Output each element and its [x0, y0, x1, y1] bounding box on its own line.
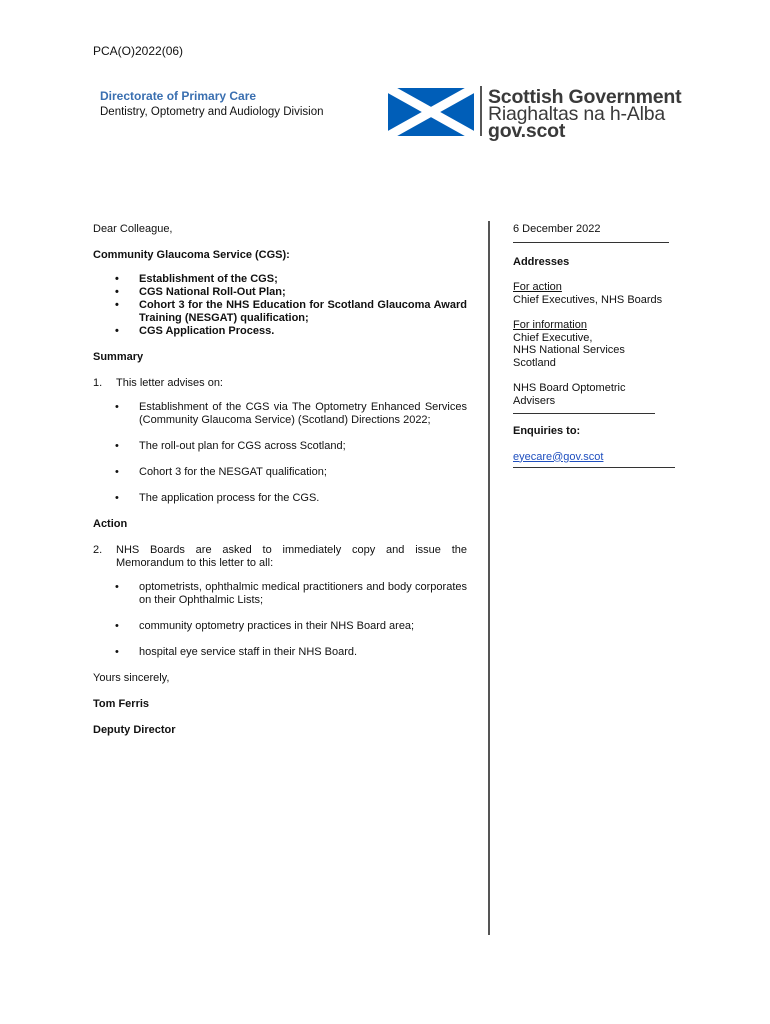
- paragraph-2-list: [93, 581, 467, 659]
- paragraph-1: [93, 377, 467, 390]
- divider-rule: [513, 413, 655, 414]
- scottish-government-logo: [388, 86, 688, 142]
- division-name: Dentistry, Optometry and Audiology Division: [100, 106, 324, 118]
- paragraph-text: NHS Boards are asked to immediately copy and issue the Memorandum to this letter to all:: [116, 544, 467, 569]
- list-item: • Cohort 3 for the NESGAT qualification;: [115, 466, 327, 478]
- list-item: • Establishment of the CGS;: [115, 273, 278, 285]
- optometric-line: NHS Board Optometric: [513, 382, 626, 394]
- list-item: • hospital eye service staff in their NHS Board.: [115, 646, 358, 658]
- for-action-label: For action: [513, 281, 562, 293]
- subject-heading: Community Glaucoma Service (CGS):: [93, 249, 290, 261]
- logo-line-3: gov.scot: [488, 120, 566, 142]
- letter-reference: PCA(O)2022(06): [93, 44, 184, 58]
- logo-line-2: Riaghaltas na h-Alba: [488, 103, 666, 125]
- list-item: • Cohort 3 for the NHS Education for Scotland Glaucoma Award Training (NESGAT) qualification;: [115, 299, 467, 324]
- for-information-line: NHS National Services: [513, 344, 625, 356]
- list-item: • CGS National Roll-Out Plan;: [115, 286, 286, 298]
- summary-heading: Summary: [93, 351, 144, 363]
- list-item: • The roll-out plan for CGS across Scotland;: [115, 440, 346, 452]
- for-information-line: Scotland: [513, 356, 556, 369]
- subject-list: [93, 273, 467, 338]
- list-item: • CGS Application Process.: [115, 325, 275, 337]
- divider-rule: [513, 467, 675, 468]
- list-item: • The application process for the CGS.: [115, 492, 320, 504]
- paragraph-text: This letter advises on:: [116, 377, 223, 389]
- column-divider: [488, 221, 490, 935]
- enquiries-heading: Enquiries to:: [513, 425, 581, 437]
- logo-separator: [480, 86, 482, 136]
- action-heading: Action: [93, 518, 128, 530]
- saltire-flag-icon: [388, 88, 474, 136]
- closing: Yours sincerely,: [93, 672, 170, 684]
- enquiries-email-link[interactable]: eyecare@gov.scot: [513, 450, 604, 463]
- directorate-name: Directorate of Primary Care: [100, 89, 257, 103]
- list-item: • Establishment of the CGS via The Optometry Enhanced Services (Community Glaucoma Service) (Scotland) Directions 2022;: [115, 401, 467, 426]
- list-item: • community optometry practices in their NHS Board area;: [115, 620, 415, 632]
- optometric-line: Advisers: [513, 394, 556, 407]
- for-action-value: Chief Executives, NHS Boards: [513, 293, 663, 306]
- signatory-name: Tom Ferris: [93, 698, 150, 710]
- for-information-line: Chief Executive,: [513, 331, 593, 344]
- for-information-label: For information: [513, 319, 587, 331]
- signatory-title: Deputy Director: [93, 724, 176, 736]
- addresses-heading: Addresses: [513, 255, 570, 268]
- letter-date: 6 December 2022: [513, 223, 601, 235]
- paragraph-number: 2.: [93, 544, 103, 556]
- list-item: • optometrists, ophthalmic medical practitioners and body corporates on their Ophthalmic Lists;: [115, 581, 467, 606]
- logo-line-1: Scottish Government: [488, 86, 682, 108]
- divider-rule: [513, 242, 669, 243]
- letter-body: [93, 223, 467, 750]
- paragraph-number: 1.: [93, 377, 103, 389]
- paragraph-1-list: [93, 401, 467, 505]
- sidebar: [513, 223, 683, 468]
- paragraph-2: [93, 544, 467, 570]
- greeting: Dear Colleague,: [93, 223, 173, 235]
